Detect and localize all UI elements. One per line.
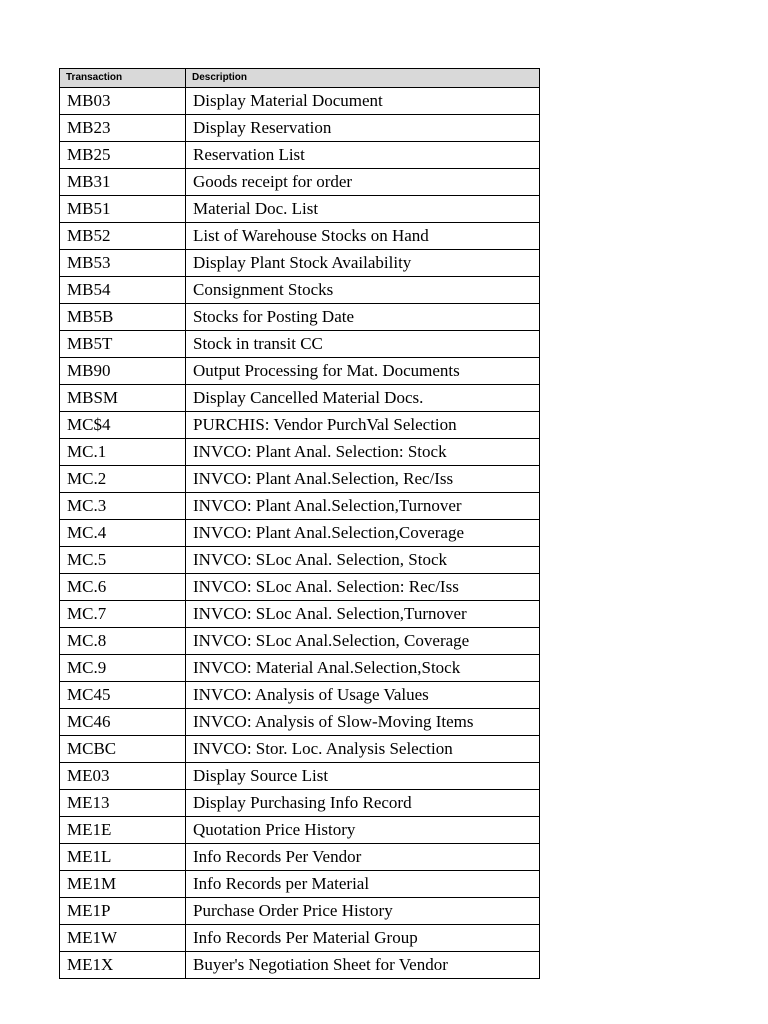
cell-transaction-description: Buyer's Negotiation Sheet for Vendor <box>186 952 540 979</box>
cell-transaction-code: MC.3 <box>60 493 186 520</box>
table-row <box>60 331 540 358</box>
table-row <box>60 88 540 115</box>
cell-transaction-code: MCBC <box>60 736 186 763</box>
table-row <box>60 520 540 547</box>
table-row <box>60 790 540 817</box>
cell-transaction-code: MB53 <box>60 250 186 277</box>
table-header <box>60 69 540 88</box>
cell-transaction-code: MC45 <box>60 682 186 709</box>
cell-transaction-description: List of Warehouse Stocks on Hand <box>186 223 540 250</box>
cell-transaction-code: MC.5 <box>60 547 186 574</box>
cell-transaction-description: INVCO: Analysis of Usage Values <box>186 682 540 709</box>
cell-transaction-code: ME1X <box>60 952 186 979</box>
cell-transaction-code: ME03 <box>60 763 186 790</box>
cell-transaction-code: MC.8 <box>60 628 186 655</box>
table-row <box>60 250 540 277</box>
cell-transaction-description: Purchase Order Price History <box>186 898 540 925</box>
cell-transaction-code: MBSM <box>60 385 186 412</box>
cell-transaction-description: INVCO: Plant Anal.Selection,Coverage <box>186 520 540 547</box>
table-row <box>60 169 540 196</box>
table-row <box>60 439 540 466</box>
cell-transaction-code: MB51 <box>60 196 186 223</box>
table-row <box>60 898 540 925</box>
cell-transaction-code: ME1M <box>60 871 186 898</box>
cell-transaction-code: MC.4 <box>60 520 186 547</box>
cell-transaction-description: Output Processing for Mat. Documents <box>186 358 540 385</box>
cell-transaction-code: MC46 <box>60 709 186 736</box>
cell-transaction-code: MB52 <box>60 223 186 250</box>
table-row <box>60 412 540 439</box>
cell-transaction-code: MB03 <box>60 88 186 115</box>
cell-transaction-description: INVCO: SLoc Anal. Selection, Stock <box>186 547 540 574</box>
table-row <box>60 277 540 304</box>
cell-transaction-description: Quotation Price History <box>186 817 540 844</box>
table-row <box>60 493 540 520</box>
cell-transaction-description: Info Records Per Vendor <box>186 844 540 871</box>
table-row <box>60 115 540 142</box>
cell-transaction-description: Goods receipt for order <box>186 169 540 196</box>
table-row <box>60 547 540 574</box>
cell-transaction-description: INVCO: SLoc Anal. Selection: Rec/Iss <box>186 574 540 601</box>
cell-transaction-description: Display Source List <box>186 763 540 790</box>
cell-transaction-description: PURCHIS: Vendor PurchVal Selection <box>186 412 540 439</box>
cell-transaction-code: MC.7 <box>60 601 186 628</box>
table-row <box>60 925 540 952</box>
cell-transaction-description: INVCO: SLoc Anal. Selection,Turnover <box>186 601 540 628</box>
table-row <box>60 709 540 736</box>
column-header-description: Description <box>186 69 540 88</box>
cell-transaction-code: ME1E <box>60 817 186 844</box>
cell-transaction-description: INVCO: Stor. Loc. Analysis Selection <box>186 736 540 763</box>
cell-transaction-code: MB25 <box>60 142 186 169</box>
cell-transaction-description: Stocks for Posting Date <box>186 304 540 331</box>
cell-transaction-description: Display Cancelled Material Docs. <box>186 385 540 412</box>
cell-transaction-description: Info Records per Material <box>186 871 540 898</box>
table-row <box>60 655 540 682</box>
table-row <box>60 385 540 412</box>
cell-transaction-description: Consignment Stocks <box>186 277 540 304</box>
cell-transaction-code: MC.2 <box>60 466 186 493</box>
cell-transaction-code: ME1P <box>60 898 186 925</box>
transaction-table-container <box>59 68 539 979</box>
table-row <box>60 682 540 709</box>
cell-transaction-code: MB23 <box>60 115 186 142</box>
table-row <box>60 466 540 493</box>
cell-transaction-description: Info Records Per Material Group <box>186 925 540 952</box>
cell-transaction-description: Stock in transit CC <box>186 331 540 358</box>
cell-transaction-code: MC$4 <box>60 412 186 439</box>
column-header-transaction: Transaction <box>60 69 186 88</box>
table-row <box>60 574 540 601</box>
cell-transaction-description: Display Reservation <box>186 115 540 142</box>
cell-transaction-code: ME1W <box>60 925 186 952</box>
cell-transaction-code: MB54 <box>60 277 186 304</box>
cell-transaction-code: MB31 <box>60 169 186 196</box>
cell-transaction-description: INVCO: Plant Anal. Selection: Stock <box>186 439 540 466</box>
transaction-table <box>59 68 540 979</box>
cell-transaction-code: MC.9 <box>60 655 186 682</box>
table-row <box>60 196 540 223</box>
cell-transaction-code: ME13 <box>60 790 186 817</box>
cell-transaction-description: INVCO: SLoc Anal.Selection, Coverage <box>186 628 540 655</box>
table-body <box>60 88 540 979</box>
table-row <box>60 223 540 250</box>
cell-transaction-description: Display Purchasing Info Record <box>186 790 540 817</box>
table-row <box>60 142 540 169</box>
table-row <box>60 763 540 790</box>
table-row <box>60 817 540 844</box>
cell-transaction-description: Display Plant Stock Availability <box>186 250 540 277</box>
cell-transaction-description: INVCO: Plant Anal.Selection,Turnover <box>186 493 540 520</box>
cell-transaction-code: MC.6 <box>60 574 186 601</box>
cell-transaction-code: MB90 <box>60 358 186 385</box>
cell-transaction-code: MB5T <box>60 331 186 358</box>
table-row <box>60 736 540 763</box>
table-row <box>60 358 540 385</box>
cell-transaction-code: MB5B <box>60 304 186 331</box>
table-header-row <box>60 69 540 88</box>
cell-transaction-description: INVCO: Material Anal.Selection,Stock <box>186 655 540 682</box>
table-row <box>60 304 540 331</box>
cell-transaction-description: Material Doc. List <box>186 196 540 223</box>
table-row <box>60 844 540 871</box>
table-row <box>60 952 540 979</box>
cell-transaction-code: MC.1 <box>60 439 186 466</box>
cell-transaction-description: Reservation List <box>186 142 540 169</box>
cell-transaction-code: ME1L <box>60 844 186 871</box>
cell-transaction-description: Display Material Document <box>186 88 540 115</box>
cell-transaction-description: INVCO: Plant Anal.Selection, Rec/Iss <box>186 466 540 493</box>
table-row <box>60 871 540 898</box>
table-row <box>60 628 540 655</box>
cell-transaction-description: INVCO: Analysis of Slow-Moving Items <box>186 709 540 736</box>
table-row <box>60 601 540 628</box>
